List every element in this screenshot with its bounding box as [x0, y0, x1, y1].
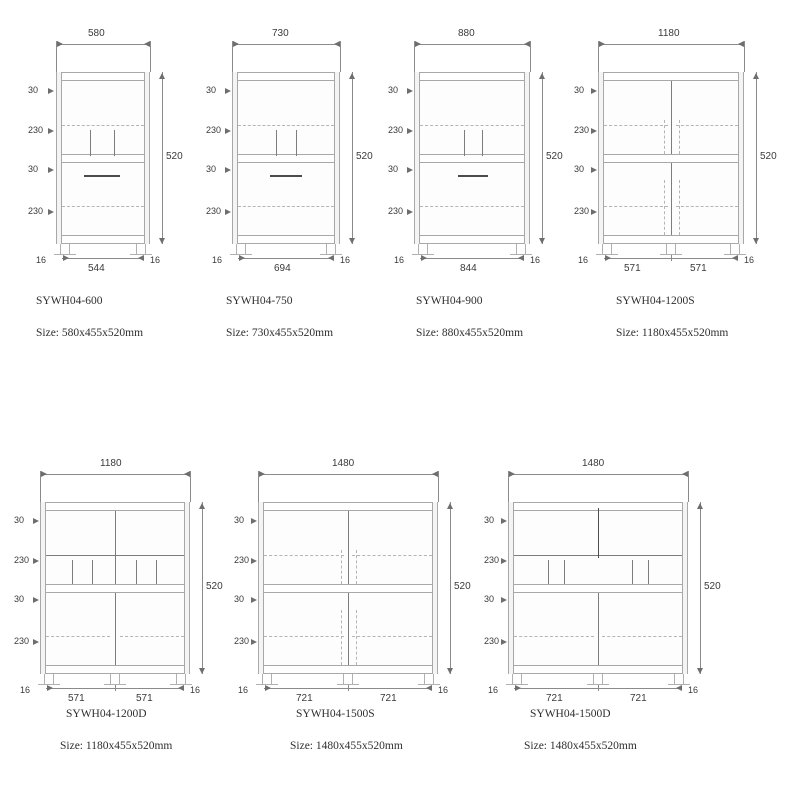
right-panel — [524, 72, 530, 244]
dim-arrow — [501, 558, 507, 564]
foot-right-label: 16 — [190, 685, 201, 695]
drawing-sywh04-1500d — [480, 450, 720, 710]
door-edge — [72, 560, 73, 584]
model-label: SYWH04-1500S — [296, 708, 375, 720]
bottom-seg-label: 721 — [630, 693, 647, 704]
unit-sywh04-1500s — [234, 450, 471, 752]
middle-rail — [56, 154, 150, 163]
door-edge — [548, 560, 549, 584]
hidden-edge — [420, 125, 524, 126]
door-edge — [136, 560, 137, 584]
dim-arrow — [447, 668, 453, 674]
left-dim-label: 30 — [28, 85, 39, 95]
top-dim-line — [414, 44, 530, 45]
bottom-rail — [508, 665, 688, 674]
dim-tick — [115, 685, 116, 691]
top-width-label: 730 — [272, 28, 289, 39]
left-dim-label: 30 — [574, 164, 585, 174]
door-edge — [648, 560, 649, 584]
hidden-edge — [120, 636, 184, 637]
hidden-edge — [62, 125, 144, 126]
left-dim-label: 230 — [234, 555, 250, 565]
height-dim-line — [202, 502, 203, 674]
size-label: Size: 880x455x520mm — [416, 327, 524, 339]
door-edge — [564, 560, 565, 584]
top-width-label: 580 — [88, 28, 105, 39]
dim-tick — [348, 685, 349, 691]
dim-arrow — [539, 73, 545, 79]
dim-arrow — [47, 685, 53, 691]
dim-ext-line — [150, 44, 151, 72]
leg — [236, 244, 246, 254]
door-edge — [276, 130, 277, 156]
dim-arrow — [591, 128, 597, 134]
left-panel — [598, 72, 604, 244]
top-dim-line — [40, 474, 190, 475]
hidden-edge — [238, 206, 334, 207]
left-dim-label: 230 — [574, 206, 590, 216]
right-panel — [432, 502, 438, 674]
height-label: 520 — [546, 151, 563, 162]
bottom-seg-label: 571 — [690, 263, 707, 274]
center-divider — [671, 81, 672, 154]
door-edge — [92, 560, 93, 584]
hidden-edge — [602, 636, 682, 637]
top-rail — [598, 72, 744, 81]
dim-arrow — [63, 255, 69, 261]
dim-arrow — [447, 503, 453, 509]
dim-arrow — [732, 255, 738, 261]
hidden-edge — [676, 206, 738, 207]
top-dim-line — [508, 474, 688, 475]
door-edge — [156, 560, 157, 584]
dim-arrow — [225, 88, 231, 94]
dim-ext-line — [340, 44, 341, 72]
foot-left-label: 16 — [238, 685, 249, 695]
height-label: 520 — [356, 151, 373, 162]
leg — [176, 674, 186, 684]
hidden-edge — [264, 636, 344, 637]
left-dim-label: 30 — [484, 515, 495, 525]
dim-arrow — [48, 209, 54, 215]
unit-sywh04-1200d — [0, 450, 230, 752]
dim-arrow — [159, 238, 165, 244]
dim-arrow — [591, 209, 597, 215]
drawing-sywh04-1200d — [0, 450, 230, 710]
dim-arrow — [225, 128, 231, 134]
leg — [262, 674, 272, 684]
height-dim-line — [700, 502, 701, 674]
dim-arrow — [251, 597, 257, 603]
dim-arrow — [138, 255, 144, 261]
foot-right-label: 16 — [150, 255, 161, 265]
foot-left-label: 16 — [212, 255, 223, 265]
middle-rail — [414, 154, 530, 163]
model-label: SYWH04-1500D — [530, 708, 611, 720]
dim-arrow — [501, 597, 507, 603]
drawing-sywh04-600 — [14, 20, 204, 280]
left-dim-label: 230 — [388, 206, 404, 216]
drawing-sywh04-750 — [204, 20, 394, 280]
foot-right-label: 16 — [340, 255, 351, 265]
center-divider — [115, 511, 116, 584]
height-label: 520 — [760, 151, 777, 162]
left-dim-label: 230 — [234, 636, 250, 646]
size-label: Size: 1180x455x520mm — [616, 327, 729, 339]
left-panel — [232, 72, 238, 244]
left-dim-label: 30 — [14, 594, 25, 604]
dim-arrow — [753, 238, 759, 244]
drawing-sywh04-900 — [388, 20, 584, 280]
dim-arrow — [676, 685, 682, 691]
hidden-edge — [604, 206, 668, 207]
leg — [418, 244, 428, 254]
bottom-seg-label: 571 — [68, 693, 85, 704]
left-dim-label: 30 — [28, 164, 39, 174]
dim-arrow — [407, 128, 413, 134]
height-dim-line — [450, 502, 451, 674]
left-dim-label: 30 — [14, 515, 25, 525]
dim-ext-line — [56, 44, 57, 72]
leg — [110, 674, 120, 684]
right-panel — [334, 72, 340, 244]
dim-arrow — [591, 167, 597, 173]
bottom-rail — [56, 235, 150, 244]
height-label: 520 — [454, 581, 471, 592]
dim-arrow — [515, 685, 521, 691]
door-edge — [114, 130, 115, 156]
dim-arrow — [233, 41, 239, 47]
top-rail — [232, 72, 340, 81]
top-dim-line — [258, 474, 438, 475]
center-divider — [671, 163, 672, 235]
height-dim-line — [542, 72, 543, 244]
hidden-edge — [664, 180, 665, 235]
leg — [730, 244, 740, 254]
drawing-sywh04-1500s — [234, 450, 471, 710]
leg — [516, 244, 526, 254]
dim-arrow — [509, 471, 515, 477]
bottom-dim-line — [238, 258, 334, 259]
hidden-edge — [341, 550, 342, 584]
left-dim-label: 230 — [484, 636, 500, 646]
hidden-edge — [62, 206, 144, 207]
leg — [593, 674, 603, 684]
bottom-width-label: 694 — [274, 263, 291, 274]
bottom-dim-line — [62, 258, 144, 259]
unit-sywh04-1200s — [574, 20, 800, 339]
door-edge — [632, 560, 633, 584]
left-dim-label: 30 — [484, 594, 495, 604]
dim-arrow — [48, 167, 54, 173]
top-width-label: 1480 — [582, 458, 605, 469]
bottom-width-label: 844 — [460, 263, 477, 274]
door-edge — [90, 130, 91, 156]
top-width-label: 1180 — [100, 458, 122, 469]
hidden-edge — [238, 125, 334, 126]
left-dim-label: 230 — [206, 125, 222, 135]
dim-tick — [671, 255, 672, 261]
hidden-edge — [679, 120, 680, 154]
dim-arrow — [159, 73, 165, 79]
left-dim-label: 230 — [388, 125, 404, 135]
handle — [598, 508, 599, 558]
left-panel — [56, 72, 62, 244]
dim-arrow — [251, 518, 257, 524]
leg — [44, 674, 54, 684]
hidden-edge — [514, 636, 594, 637]
model-label: SYWH04-600 — [36, 295, 103, 307]
height-label: 520 — [206, 581, 223, 592]
leg — [343, 674, 353, 684]
hidden-edge — [356, 550, 357, 584]
left-dim-label: 30 — [234, 594, 245, 604]
dim-ext-line — [598, 44, 599, 72]
dim-arrow — [407, 88, 413, 94]
right-panel — [738, 72, 744, 244]
unit-sywh04-1500d — [480, 450, 721, 752]
dim-arrow — [57, 41, 63, 47]
left-panel — [258, 502, 264, 674]
unit-sywh04-600 — [14, 20, 204, 339]
dim-arrow — [518, 255, 524, 261]
dim-arrow — [697, 503, 703, 509]
dim-arrow — [199, 668, 205, 674]
center-divider — [348, 593, 349, 665]
bottom-seg-label: 721 — [380, 693, 397, 704]
leg — [602, 244, 612, 254]
hidden-edge — [46, 636, 110, 637]
left-dim-label: 230 — [28, 206, 44, 216]
leg — [60, 244, 70, 254]
bottom-seg-label: 571 — [136, 693, 153, 704]
dim-arrow — [421, 255, 427, 261]
dim-ext-line — [414, 44, 415, 72]
bottom-width-label: 544 — [88, 263, 105, 274]
dim-arrow — [349, 73, 355, 79]
drawing-sywh04-1200s — [574, 20, 800, 280]
dim-arrow — [328, 255, 334, 261]
foot-left-label: 16 — [578, 255, 589, 265]
hidden-edge — [352, 636, 432, 637]
right-panel — [184, 502, 190, 674]
center-divider — [348, 511, 349, 584]
dim-ext-line — [190, 474, 191, 502]
handle — [84, 175, 120, 177]
hidden-edge — [676, 125, 738, 126]
bottom-seg-label: 571 — [624, 263, 641, 274]
middle-rail — [232, 154, 340, 163]
model-label: SYWH04-750 — [226, 295, 293, 307]
hidden-edge — [341, 610, 342, 665]
right-panel — [144, 72, 150, 244]
left-dim-label: 30 — [388, 164, 399, 174]
middle-rail — [40, 584, 190, 593]
size-label: Size: 1480x455x520mm — [290, 740, 403, 752]
unit-sywh04-750 — [204, 20, 394, 339]
size-label: Size: 1180x455x520mm — [60, 740, 173, 752]
dim-arrow — [33, 518, 39, 524]
left-dim-label: 30 — [206, 85, 217, 95]
left-panel — [508, 502, 514, 674]
dim-arrow — [48, 88, 54, 94]
top-width-label: 880 — [458, 28, 475, 39]
dim-arrow — [33, 639, 39, 645]
left-dim-label: 230 — [14, 636, 30, 646]
dim-arrow — [239, 255, 245, 261]
foot-left-label: 16 — [394, 255, 405, 265]
top-rail — [40, 502, 190, 511]
leg — [136, 244, 146, 254]
hidden-edge — [352, 555, 432, 556]
dim-arrow — [41, 471, 47, 477]
dim-arrow — [199, 503, 205, 509]
bottom-dim-line — [420, 258, 524, 259]
dim-arrow — [407, 167, 413, 173]
left-panel — [414, 72, 420, 244]
hidden-edge — [664, 120, 665, 154]
foot-right-label: 16 — [688, 685, 699, 695]
leg — [674, 674, 684, 684]
dim-ext-line — [530, 44, 531, 72]
door-edge — [482, 130, 483, 156]
foot-left-label: 16 — [36, 255, 47, 265]
bottom-rail — [258, 665, 438, 674]
dim-arrow — [407, 209, 413, 215]
left-dim-label: 230 — [14, 555, 30, 565]
top-dim-line — [598, 44, 744, 45]
leg — [326, 244, 336, 254]
center-divider — [598, 593, 599, 665]
left-dim-label: 230 — [28, 125, 44, 135]
dim-arrow — [225, 167, 231, 173]
height-label: 520 — [166, 151, 183, 162]
handle — [458, 175, 488, 177]
dim-arrow — [259, 471, 265, 477]
foot-right-label: 16 — [744, 255, 755, 265]
hidden-edge — [264, 555, 344, 556]
top-rail — [56, 72, 150, 81]
dim-arrow — [501, 518, 507, 524]
bottom-rail — [40, 665, 190, 674]
dim-arrow — [33, 558, 39, 564]
unit-sywh04-900 — [388, 20, 584, 339]
model-label: SYWH04-900 — [416, 295, 483, 307]
hidden-edge — [679, 180, 680, 235]
dim-arrow — [48, 128, 54, 134]
dim-arrow — [33, 597, 39, 603]
hidden-edge — [604, 125, 668, 126]
leg — [666, 244, 676, 254]
leg — [512, 674, 522, 684]
height-label: 520 — [704, 581, 721, 592]
left-dim-label: 30 — [574, 85, 585, 95]
left-dim-label: 30 — [206, 164, 217, 174]
dim-arrow — [225, 209, 231, 215]
size-label: Size: 580x455x520mm — [36, 327, 144, 339]
dim-arrow — [178, 685, 184, 691]
leg — [424, 674, 434, 684]
dim-ext-line — [438, 474, 439, 502]
left-dim-label: 30 — [388, 85, 399, 95]
door-edge — [296, 130, 297, 156]
foot-left-label: 16 — [20, 685, 31, 695]
dim-ext-line — [508, 474, 509, 502]
size-label: Size: 730x455x520mm — [226, 327, 334, 339]
dim-tick — [598, 685, 599, 691]
top-width-label: 1180 — [658, 28, 680, 39]
hidden-edge — [420, 206, 524, 207]
door-edge — [464, 130, 465, 156]
height-dim-line — [756, 72, 757, 244]
left-dim-label: 230 — [484, 555, 500, 565]
model-label: SYWH04-1200D — [66, 708, 147, 720]
dim-arrow — [265, 685, 271, 691]
dim-arrow — [501, 639, 507, 645]
left-panel — [40, 502, 46, 674]
hidden-edge — [356, 610, 357, 665]
top-dim-line — [56, 44, 150, 45]
dim-arrow — [753, 73, 759, 79]
bottom-rail — [232, 235, 340, 244]
dim-arrow — [415, 41, 421, 47]
center-divider — [115, 593, 116, 665]
handle — [270, 175, 302, 177]
dim-ext-line — [744, 44, 745, 72]
dim-arrow — [251, 558, 257, 564]
height-dim-line — [352, 72, 353, 244]
dim-arrow — [599, 41, 605, 47]
model-label: SYWH04-1200S — [616, 295, 695, 307]
top-dim-line — [232, 44, 340, 45]
foot-left-label: 16 — [488, 685, 499, 695]
dim-ext-line — [40, 474, 41, 502]
size-label: Size: 1480x455x520mm — [524, 740, 637, 752]
bottom-seg-label: 721 — [296, 693, 313, 704]
dim-ext-line — [258, 474, 259, 502]
dim-arrow — [605, 255, 611, 261]
bottom-seg-label: 721 — [546, 693, 563, 704]
left-dim-label: 230 — [206, 206, 222, 216]
right-panel — [682, 502, 688, 674]
foot-right-label: 16 — [530, 255, 541, 265]
bottom-rail — [414, 235, 530, 244]
dim-ext-line — [688, 474, 689, 502]
dim-arrow — [349, 238, 355, 244]
dim-arrow — [251, 639, 257, 645]
dim-arrow — [697, 668, 703, 674]
middle-rail — [258, 584, 438, 593]
dim-arrow — [426, 685, 432, 691]
left-dim-label: 30 — [234, 515, 245, 525]
dim-ext-line — [232, 44, 233, 72]
foot-right-label: 16 — [438, 685, 449, 695]
top-width-label: 1480 — [332, 458, 355, 469]
middle-rail — [598, 154, 744, 163]
bottom-rail — [598, 235, 744, 244]
left-dim-label: 230 — [574, 125, 590, 135]
top-rail — [414, 72, 530, 81]
top-rail — [258, 502, 438, 511]
dim-arrow — [591, 88, 597, 94]
middle-rail — [508, 584, 688, 593]
dim-arrow — [539, 238, 545, 244]
height-dim-line — [162, 72, 163, 244]
